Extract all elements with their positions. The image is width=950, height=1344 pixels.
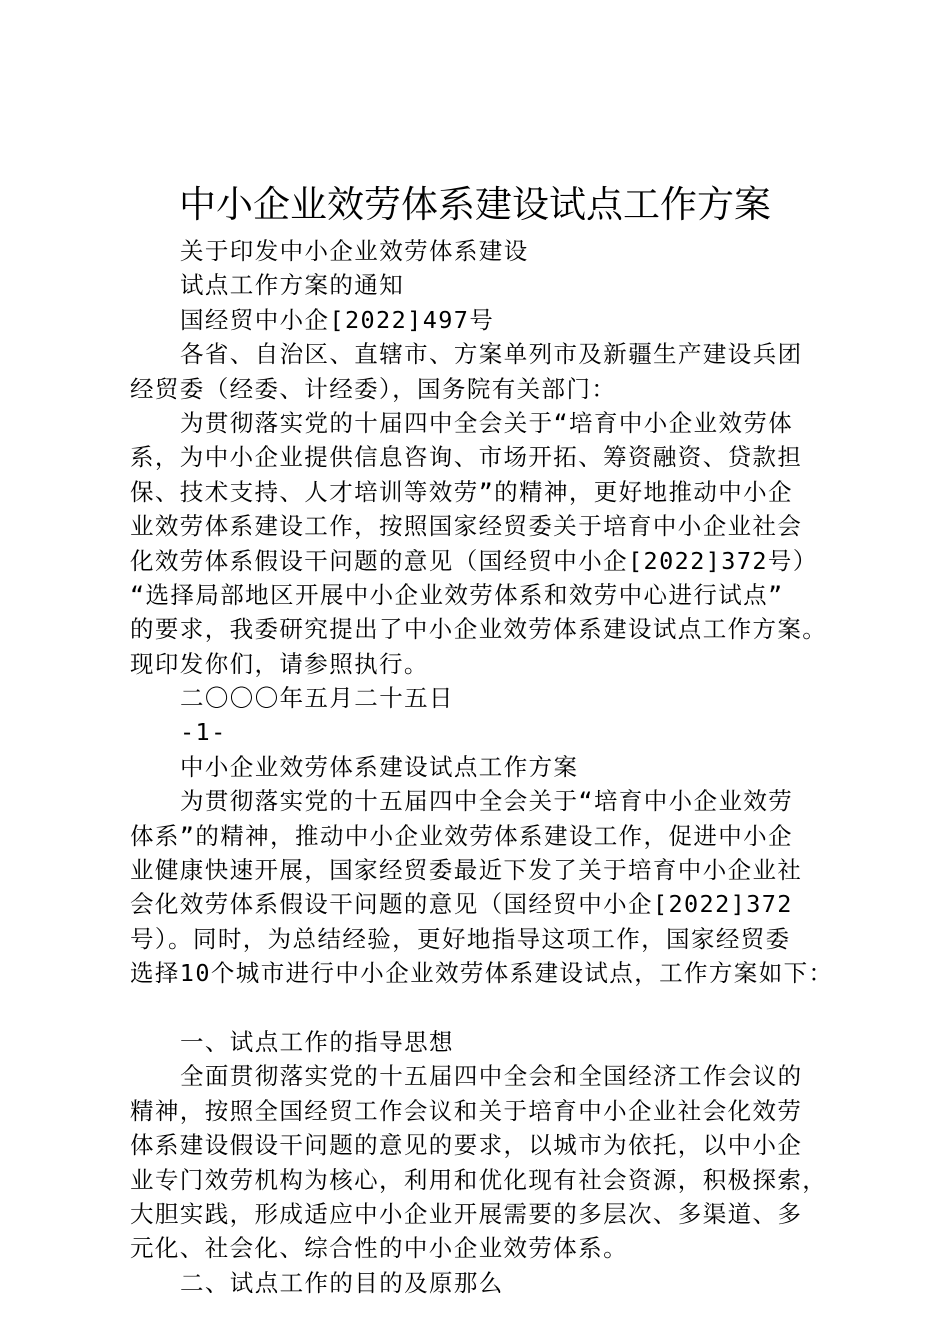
paragraph-line: 为贯彻落实党的十届四中全会关于“培育中小企业效劳体 <box>180 408 794 437</box>
paragraph-line: 业专门效劳机构为核心，利用和优化现有社会资源，积极探索， <box>130 1165 828 1194</box>
paragraph-line: 为贯彻落实党的十五届四中全会关于“培育中小企业效劳 <box>180 787 794 816</box>
section-heading: 一、试点工作的指导思想 <box>180 1027 454 1056</box>
document-title: 中小企业效劳体系建设试点工作方案 <box>179 183 771 226</box>
addressee-line: 各省、自治区、直辖市、方案单列市及新疆生产建设兵团 <box>180 340 803 369</box>
page-marker: -1- <box>180 718 227 747</box>
paragraph-line: 选择10个城市进行中小企业效劳体系建设试点，工作方案如下： <box>130 959 834 988</box>
section-heading: 二、试点工作的目的及原那么 <box>180 1268 504 1297</box>
paragraph-line: “选择局部地区开展中小企业效劳体系和效劳中心进行试点” <box>130 580 784 609</box>
paragraph-line: 体系建设假设干问题的意见的要求，以城市为依托，以中小企 <box>130 1131 803 1160</box>
notice-title-line: 试点工作方案的通知 <box>180 271 405 300</box>
plan-title: 中小企业效劳体系建设试点工作方案 <box>180 752 579 781</box>
paragraph-line: 保、技术支持、人才培训等效劳”的精神，更好地推动中小企 <box>130 477 793 506</box>
paragraph-line: 全面贯彻落实党的十五届四中全会和全国经济工作会议的 <box>180 1062 803 1091</box>
document-date: 二〇〇〇年五月二十五日 <box>180 684 454 713</box>
paragraph-line: 体系”的精神，推动中小企业效劳体系建设工作，促进中小企 <box>130 821 793 850</box>
document-number: 国经贸中小企[2022]497号 <box>180 305 495 334</box>
addressee-line: 经贸委（经委、计经委），国务院有关部门： <box>130 374 617 403</box>
paragraph-line: 精神，按照全国经贸工作会议和关于培育中小企业社会化效劳 <box>130 1096 803 1125</box>
notice-title-line: 关于印发中小企业效劳体系建设 <box>180 237 529 265</box>
paragraph-line: 号）。同时，为总结经验，更好地指导这项工作，国家经贸委 <box>130 924 791 953</box>
paragraph-line: 会化效劳体系假设干问题的意见（国经贸中小企[2022]372 <box>130 890 793 919</box>
paragraph-line: 业效劳体系建设工作，按照国家经贸委关于培育中小企业社会 <box>130 512 803 541</box>
paragraph-line: 的要求，我委研究提出了中小企业效劳体系建设试点工作方案。 <box>130 615 828 644</box>
paragraph-line: 化效劳体系假设干问题的意见（国经贸中小企[2022]372号） <box>130 546 818 575</box>
paragraph-line: 现印发你们，请参照执行。 <box>130 649 429 678</box>
document-body <box>130 234 850 1300</box>
paragraph-line: 系，为中小企业提供信息咨询、市场开拓、筹资融资、贷款担 <box>130 443 803 472</box>
paragraph-line: 业健康快速开展，国家经贸委最近下发了关于培育中小企业社 <box>130 856 803 885</box>
paragraph-line: 大胆实践，形成适应中小企业开展需要的多层次、多渠道、多 <box>130 1199 803 1228</box>
blank-line <box>130 991 850 1025</box>
paragraph-line: 元化、社会化、综合性的中小企业效劳体系。 <box>130 1234 628 1263</box>
